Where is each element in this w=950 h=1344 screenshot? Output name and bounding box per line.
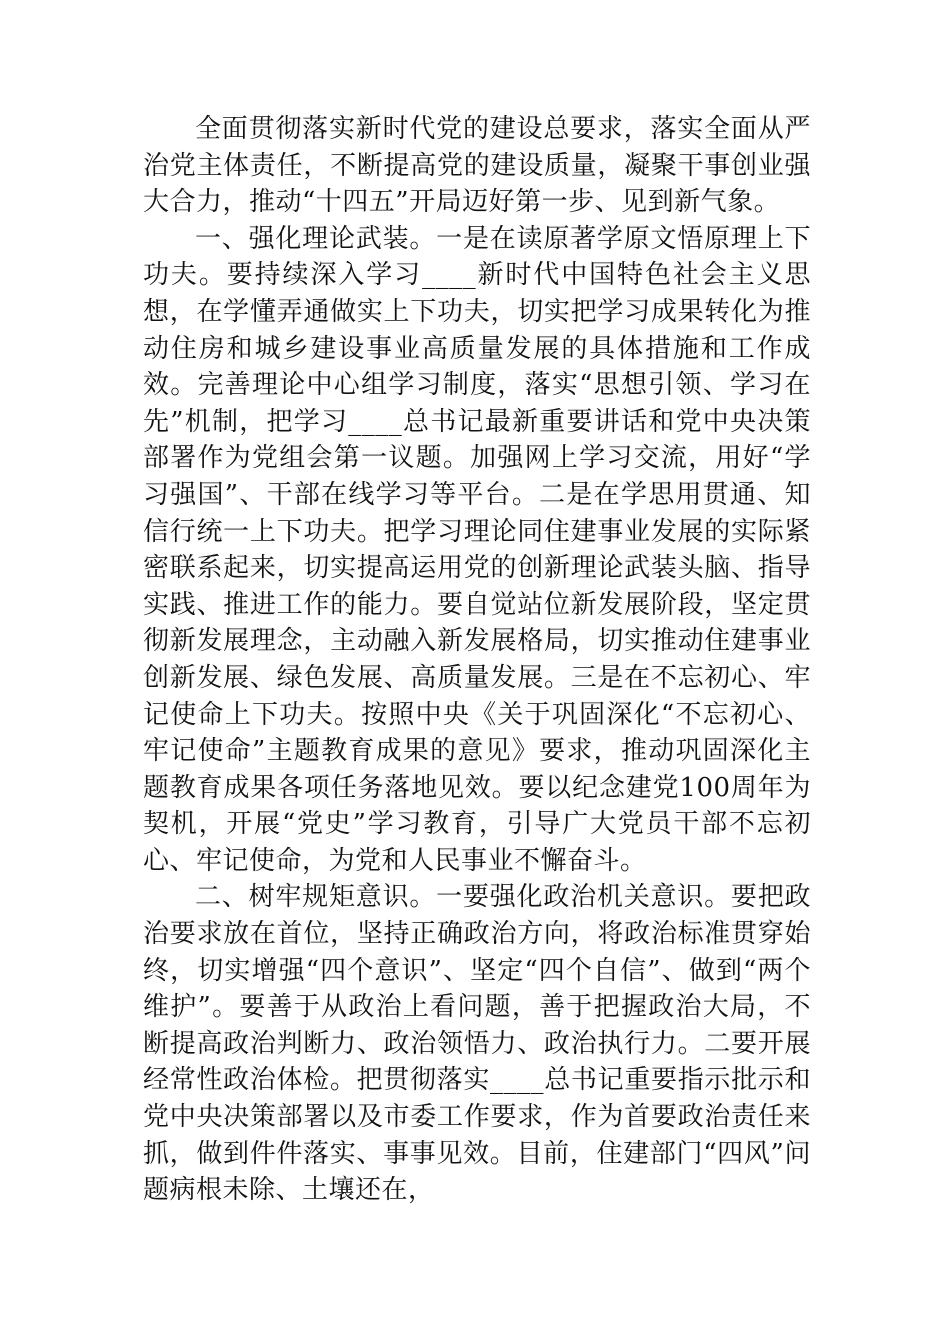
paragraph-section-1: 一、强化理论武装。一是在读原著学原文悟原理上下功夫。要持续深入学习____新时代中国特色社会主义思想，在学懂弄通做实上下功夫，切实把学习成果转化为推动住房和城乡建设事业高质量发展的具体措施和工作成效。完善理论中心组学习制度，落实“思想引领、学习在先”机制，把学习____总书记最新重要讲话和党中央决策部署作为党组会第一议题。加强网上学习交流，用好“学习强国”、干部在线学习等平台。二是在学思用贯通、知信行统一上下功夫。把学习理论同住建事业发展的实际紧密联系起来，切实提高运用党的创新理论武装头脑、指导实践、推进工作的能力。要自觉站位新发展阶段，坚定贯彻新发展理念，主动融入新发展格局，切实推动住建事业创新发展、绿色发展、高质量发展。三是在不忘初心、牢记使命上下功夫。按照中央《关于巩固深化“不忘初心、牢记使命”主题教育成果的意见》要求，推动巩固深化主题教育成果各项任务落地见效。要以纪念建党100周年为契机，开展“党史”学习教育，引导广大党员干部不忘初心、牢记使命，为党和人民事业不懈奋斗。 bbox=[143, 223, 811, 876]
document-body bbox=[143, 111, 811, 1209]
paragraph-intro: 全面贯彻落实新时代党的建设总要求，落实全面从严治党主体责任，不断提高党的建设质量，凝聚干事创业强大合力，推动“十四五”开局迈好第一步、见到新气象。 bbox=[143, 114, 811, 218]
paragraph-section-2: 二、树牢规矩意识。一要强化政治机关意识。要把政治要求放在首位，坚持正确政治方向，将政治标准贯穿始终，切实增强“四个意识”、坚定“四个自信”、做到“两个维护”。要善于从政治上看问题，善于把握政治大局，不断提高政治判断力、政治领悟力、政治执行力。二要开展经常性政治体检。把贯彻落实____总书记重要指示批示和党中央决策部署以及市委工作要求，作为首要政治责任来抓，做到件件落实、事事见效。目前，住建部门“四风”问题病根未除、土壤还在， bbox=[143, 882, 811, 1206]
